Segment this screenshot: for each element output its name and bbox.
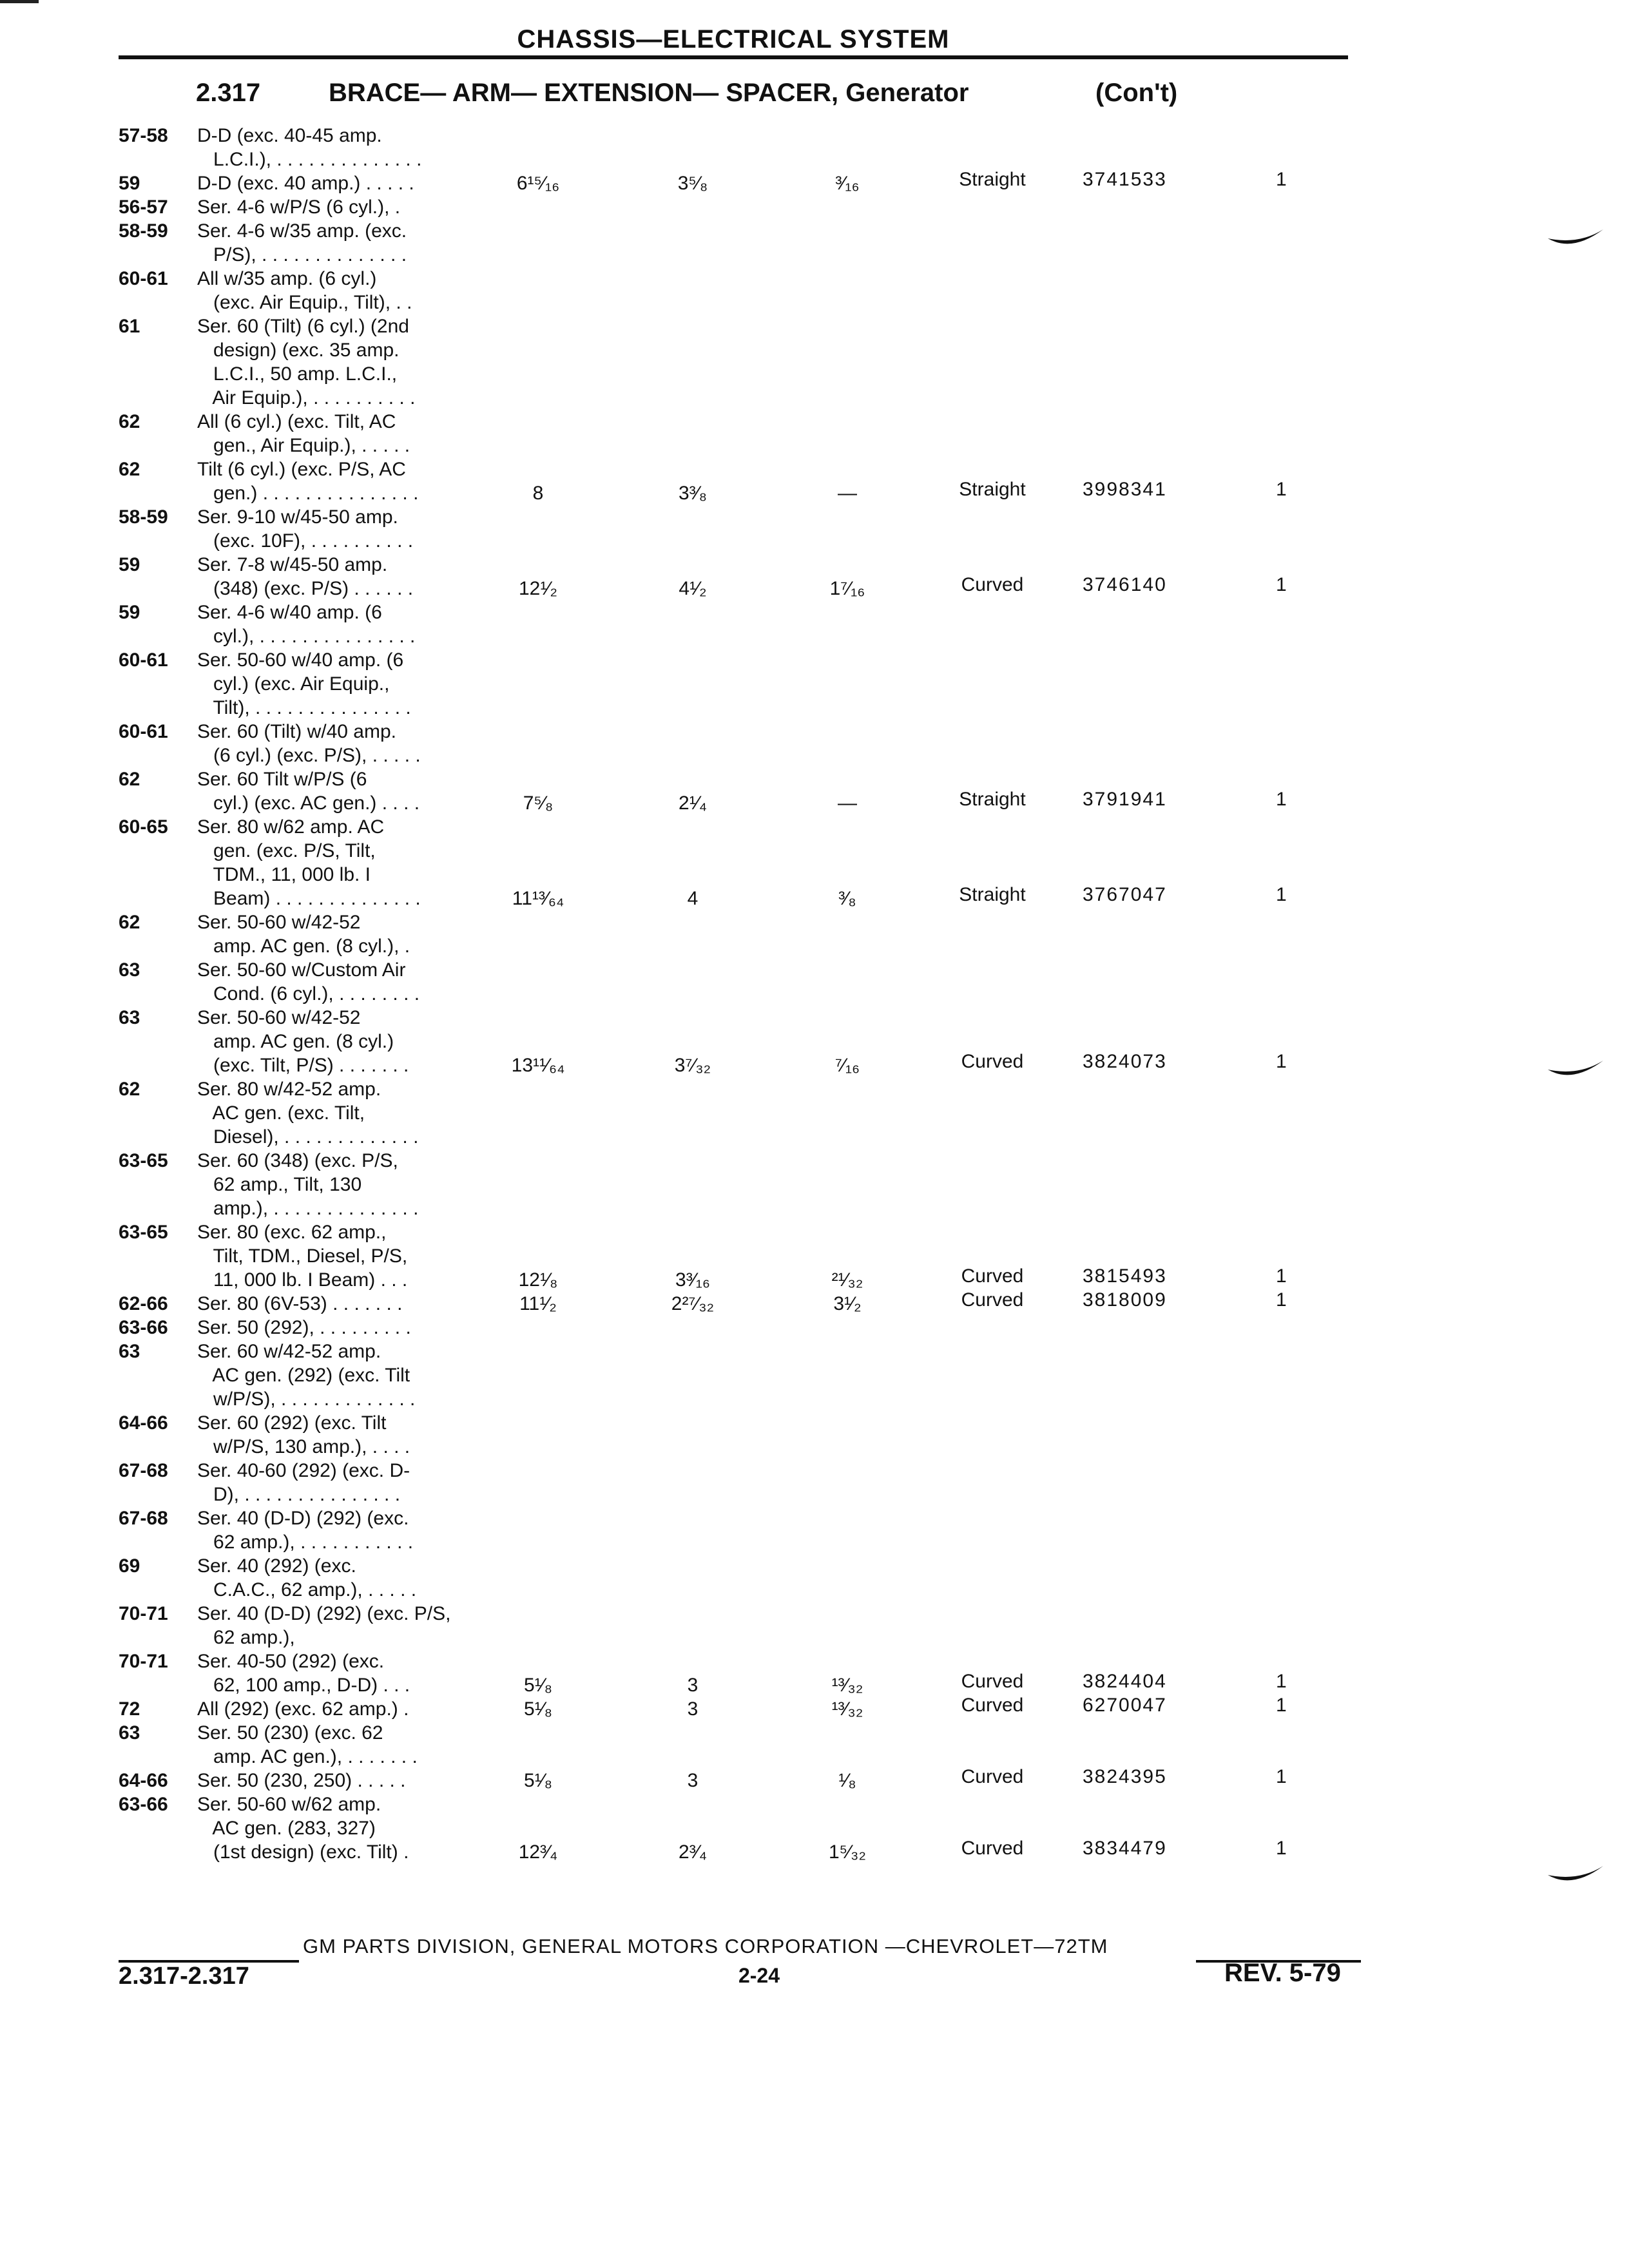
- row-years: 60-61: [119, 721, 168, 742]
- row-type: Curved: [961, 1838, 1024, 1859]
- row-type: Curved: [961, 1671, 1024, 1692]
- row-years: 62: [119, 411, 140, 432]
- section-number: 2.317: [196, 79, 261, 107]
- row-length: 6¹⁵⁄₁₆: [516, 173, 560, 194]
- row-years: 63: [119, 1341, 140, 1362]
- row-part-number: 3824404: [1083, 1671, 1167, 1692]
- row-quantity: 1: [1276, 574, 1287, 595]
- row-length: 12³⁄₄: [518, 1841, 558, 1863]
- row-type: Curved: [961, 1051, 1024, 1072]
- row-years: 72: [119, 1698, 140, 1720]
- row-years: 63: [119, 1007, 140, 1028]
- row-description: D-D (exc. 40-45 amp. L.C.I.), . . . . . . . . . . . . . .: [197, 125, 422, 170]
- row-description: Ser. 50 (230, 250) . . . . .: [197, 1770, 406, 1791]
- section-continued: (Con't): [1095, 79, 1178, 107]
- row-length: 12¹⁄₈: [518, 1269, 558, 1291]
- row-description: Ser. 40-50 (292) (exc. 62, 100 amp., D-D) . . .: [197, 1651, 410, 1696]
- row-thickness: ³⁄₈: [838, 888, 856, 909]
- row-width: 4¹⁄₂: [679, 578, 707, 599]
- row-years: 70-71: [119, 1651, 168, 1672]
- row-description: Ser. 50-60 w/42-52 amp. AC gen. (8 cyl.) (exc. Tilt, P/S) . . . . . . .: [197, 1007, 409, 1076]
- row-description: Ser. 40 (D-D) (292) (exc. P/S, 62 amp.),: [197, 1603, 451, 1648]
- row-years: 63-65: [119, 1150, 168, 1171]
- row-description: All (6 cyl.) (exc. Tilt, AC gen., Air Equip.), . . . . .: [197, 411, 410, 456]
- row-years: 59: [119, 554, 140, 575]
- row-quantity: 1: [1276, 1671, 1287, 1692]
- row-years: 62: [119, 912, 140, 933]
- row-width: 2²⁷⁄₃₂: [671, 1293, 715, 1314]
- row-length: 5¹⁄₈: [523, 1770, 553, 1791]
- row-width: 3³⁄₈: [678, 483, 708, 504]
- row-years: 59: [119, 602, 140, 623]
- row-years: 63-66: [119, 1794, 168, 1815]
- footer-revision: REV. 5-79: [1224, 1959, 1341, 1987]
- row-type: Curved: [961, 1265, 1024, 1287]
- row-years: 56-57: [119, 197, 168, 218]
- row-years: 63: [119, 959, 140, 981]
- row-length: 5¹⁄₈: [523, 1698, 553, 1720]
- row-years: 62: [119, 459, 140, 480]
- row-width: 3: [687, 1675, 699, 1696]
- row-description: Ser. 9-10 w/45-50 amp. (exc. 10F), . . . . . . . . . .: [197, 506, 414, 552]
- row-thickness: 1⁷⁄₁₆: [829, 578, 865, 599]
- row-description: Ser. 40-60 (292) (exc. D- D), . . . . . . . . . . . . . . .: [197, 1460, 410, 1505]
- row-description: Ser. 50 (292), . . . . . . . . .: [197, 1317, 411, 1338]
- header-rule: [119, 55, 1348, 59]
- row-thickness: ¹³⁄₃₂: [831, 1675, 863, 1696]
- row-years: 58-59: [119, 220, 168, 242]
- row-description: Ser. 40 (D-D) (292) (exc. 62 amp.), . . . . . . . . . . .: [197, 1508, 414, 1553]
- row-type: Curved: [961, 1766, 1024, 1787]
- section-heading: BRACE— ARM— EXTENSION— SPACER, Generator: [329, 79, 969, 107]
- row-years: 67-68: [119, 1460, 168, 1481]
- row-description: Tilt (6 cyl.) (exc. P/S, AC gen.) . . . . . . . . . . . . . . .: [197, 459, 419, 504]
- row-quantity: 1: [1276, 1695, 1287, 1716]
- binder-hole-mark: [1547, 1057, 1605, 1082]
- row-description: Ser. 50 (230) (exc. 62 amp. AC gen.), . . . . . . .: [197, 1722, 418, 1767]
- row-quantity: 1: [1276, 1766, 1287, 1787]
- row-thickness: ¹³⁄₃₂: [831, 1698, 863, 1720]
- row-quantity: 1: [1276, 884, 1287, 905]
- row-part-number: 3741533: [1083, 169, 1167, 190]
- row-quantity: 1: [1276, 789, 1287, 810]
- corner-mark: [0, 0, 39, 3]
- row-thickness: 1⁵⁄₃₂: [829, 1841, 866, 1863]
- row-years: 60-61: [119, 268, 168, 289]
- row-description: Ser. 60 (Tilt) w/40 amp. (6 cyl.) (exc. P/S), . . . . .: [197, 721, 421, 766]
- row-thickness: ²¹⁄₃₂: [831, 1269, 863, 1291]
- footer-page-number: 2-24: [738, 1964, 780, 1987]
- row-part-number: 3824395: [1083, 1766, 1167, 1787]
- row-description: Ser. 7-8 w/45-50 amp. (348) (exc. P/S) . . . . . .: [197, 554, 414, 599]
- row-description: Ser. 80 (6V-53) . . . . . . .: [197, 1293, 403, 1314]
- row-description: Ser. 50-60 w/40 amp. (6 cyl.) (exc. Air Equip., Tilt), . . . . . . . . . . . . . . .: [197, 649, 411, 718]
- row-quantity: 1: [1276, 1289, 1287, 1311]
- row-type: Curved: [961, 1289, 1024, 1311]
- row-type: Curved: [961, 574, 1024, 595]
- row-years: 67-68: [119, 1508, 168, 1529]
- row-type: Straight: [959, 789, 1026, 810]
- row-thickness: —: [838, 483, 857, 504]
- row-width: 3: [687, 1698, 699, 1720]
- row-part-number: 3818009: [1083, 1289, 1167, 1311]
- row-width: 3⁵⁄₈: [677, 173, 708, 194]
- row-description: D-D (exc. 40 amp.) . . . . .: [197, 173, 414, 194]
- row-length: 7⁵⁄₈: [523, 793, 554, 814]
- row-description: Ser. 50-60 w/Custom Air Cond. (6 cyl.), . . . . . . . .: [197, 959, 420, 1004]
- row-type: Straight: [959, 884, 1026, 905]
- row-length: 13¹¹⁄₆₄: [511, 1055, 565, 1076]
- row-type: Straight: [959, 169, 1026, 190]
- row-quantity: 1: [1276, 1838, 1287, 1859]
- row-width: 3⁷⁄₃₂: [674, 1055, 711, 1076]
- row-width: 4: [687, 888, 699, 909]
- row-quantity: 1: [1276, 169, 1287, 190]
- row-years: 59: [119, 173, 140, 194]
- row-quantity: 1: [1276, 479, 1287, 500]
- row-part-number: 3834479: [1083, 1838, 1167, 1859]
- row-description: Ser. 4-6 w/35 amp. (exc. P/S), . . . . . . . . . . . . . .: [197, 220, 407, 265]
- row-thickness: 3¹⁄₂: [833, 1293, 862, 1314]
- row-description: Ser. 40 (292) (exc. C.A.C., 62 amp.), . . . . .: [197, 1555, 417, 1600]
- row-description: Ser. 80 w/42-52 amp. AC gen. (exc. Tilt, Diesel), . . . . . . . . . . . . .: [197, 1079, 419, 1148]
- row-years: 69: [119, 1555, 140, 1577]
- row-quantity: 1: [1276, 1265, 1287, 1287]
- row-years: 60-61: [119, 649, 168, 671]
- row-description: All w/35 amp. (6 cyl.) (exc. Air Equip., Tilt), . .: [197, 268, 412, 313]
- row-years: 64-66: [119, 1412, 168, 1434]
- row-description: All (292) (exc. 62 amp.) .: [197, 1698, 409, 1720]
- row-description: Ser. 60 (348) (exc. P/S, 62 amp., Tilt, 130 amp.), . . . . . . . . . . . . . .: [197, 1150, 419, 1219]
- footer-publisher: GM PARTS DIVISION, GENERAL MOTORS CORPORATION —CHEVROLET—72TM: [303, 1935, 1108, 1957]
- row-description: Ser. 50-60 w/42-52 amp. AC gen. (8 cyl.), .: [197, 912, 410, 957]
- row-type: Straight: [959, 479, 1026, 500]
- row-years: 62-66: [119, 1293, 168, 1314]
- row-quantity: 1: [1276, 1051, 1287, 1072]
- row-length: 11¹³⁄₆₄: [512, 888, 564, 909]
- row-years: 62: [119, 1079, 140, 1100]
- row-part-number: 6270047: [1083, 1695, 1167, 1716]
- row-description: Ser. 60 w/42-52 amp. AC gen. (292) (exc. Tilt w/P/S), . . . . . . . . . . . . .: [197, 1341, 416, 1410]
- row-description: Ser. 4-6 w/40 amp. (6 cyl.), . . . . . . . . . . . . . . .: [197, 602, 416, 647]
- row-years: 63-66: [119, 1317, 168, 1338]
- row-thickness: ³⁄₁₆: [835, 173, 860, 194]
- binder-hole-mark: [1547, 1862, 1605, 1888]
- row-description: Ser. 50-60 w/62 amp. AC gen. (283, 327) (1st design) (exc. Tilt) .: [197, 1794, 409, 1863]
- row-years: 64-66: [119, 1770, 168, 1791]
- row-type: Curved: [961, 1695, 1024, 1716]
- row-width: 3: [687, 1770, 699, 1791]
- row-description: Ser. 80 w/62 amp. AC gen. (exc. P/S, Tilt, TDM., 11, 000 lb. I Beam) . . . . . . . . . . . . . .: [197, 816, 421, 909]
- row-part-number: 3791941: [1083, 789, 1167, 810]
- row-description: Ser. 4-6 w/P/S (6 cyl.), .: [197, 197, 401, 218]
- row-description: Ser. 60 (292) (exc. Tilt w/P/S, 130 amp.), . . . .: [197, 1412, 410, 1457]
- row-years: 57-58: [119, 125, 168, 146]
- row-thickness: ¹⁄₈: [838, 1770, 856, 1791]
- row-part-number: 3815493: [1083, 1265, 1167, 1287]
- row-length: 5¹⁄₈: [523, 1675, 553, 1696]
- section-title: [196, 77, 1178, 108]
- row-years: 61: [119, 316, 140, 337]
- row-width: 3³⁄₁₆: [675, 1269, 710, 1291]
- row-years: 70-71: [119, 1603, 168, 1624]
- row-part-number: 3746140: [1083, 574, 1167, 595]
- row-part-number: 3998341: [1083, 479, 1167, 500]
- row-width: 2³⁄₄: [679, 1841, 707, 1863]
- row-part-number: 3824073: [1083, 1051, 1167, 1072]
- row-description: Ser. 60 Tilt w/P/S (6 cyl.) (exc. AC gen.) . . . .: [197, 769, 420, 814]
- row-description: Ser. 60 (Tilt) (6 cyl.) (2nd design) (exc. 35 amp. L.C.I., 50 amp. L.C.I., Air Equip.), . . . . . . . . . .: [197, 316, 416, 408]
- row-years: 62: [119, 769, 140, 790]
- row-thickness: —: [838, 793, 857, 814]
- binder-hole-mark: [1547, 226, 1605, 251]
- row-part-number: 3767047: [1083, 884, 1167, 905]
- page-header: CHASSIS—ELECTRICAL SYSTEM: [517, 25, 950, 53]
- footer-section-code: 2.317-2.317: [119, 1963, 249, 1990]
- row-years: 60-65: [119, 816, 168, 838]
- row-width: 2¹⁄₄: [679, 793, 707, 814]
- row-length: 8: [532, 483, 544, 504]
- row-years: 58-59: [119, 506, 168, 528]
- row-thickness: ⁷⁄₁₆: [834, 1055, 860, 1076]
- row-years: 63-65: [119, 1222, 168, 1243]
- row-length: 11¹⁄₂: [519, 1293, 557, 1314]
- row-description: Ser. 80 (exc. 62 amp., Tilt, TDM., Diesel, P/S, 11, 000 lb. I Beam) . . .: [197, 1222, 408, 1291]
- row-length: 12¹⁄₂: [518, 578, 557, 599]
- row-years: 63: [119, 1722, 140, 1744]
